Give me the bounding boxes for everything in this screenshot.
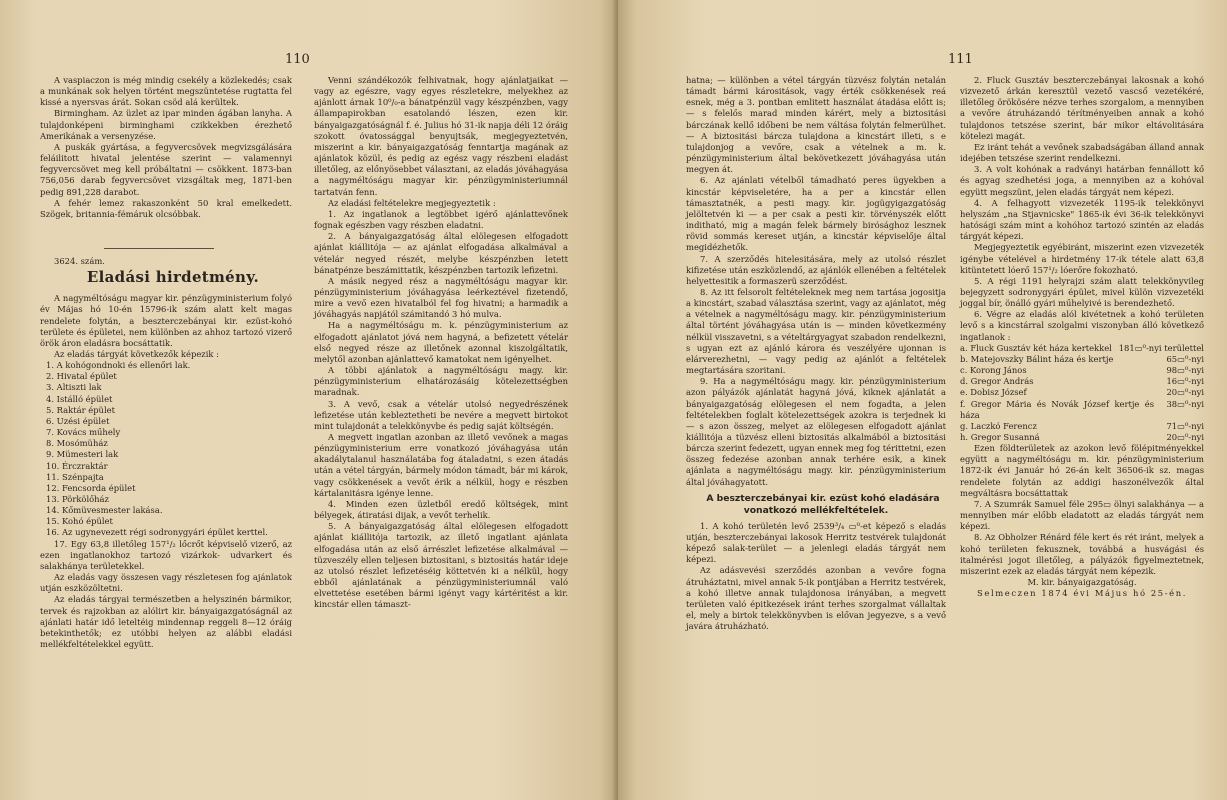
list-item-17: 17. Egy 63,8 illetőleg 157¹/₂ lőcrőt képviselő vizerő, az ezen ingatlanokhoz tartozó vizárkok- udvarkert és salakhánya területekkel. bbox=[40, 538, 292, 571]
paragraph: 2. A bányaigazgatóság által elölegesen elfogadott ajánlat kiállitója — az ajánlat elfogadása alkalmával a vételár negyed részét, melybe készpénzben letett bánatpénze beszámittatik, készpénzben tartozik lefizetni. bbox=[314, 231, 568, 275]
paragraph: Az adásvevési szerződés azonban a vevőre fogna átruháztatni, mivel annak 5-ik pontjában a Herritz testvérek, a kohó illetve annak tulajdonosa irányában, a megvett területen való épitkezések iránt terhes szorgalmat vállaltak el, mely a birtok telekkönyvben is elővan jegyezve, s a vevő javára átruházható. bbox=[686, 565, 946, 632]
left-column-1 bbox=[40, 75, 292, 650]
paragraph: Ha a nagyméltóságu m. k. pénzügyministerium az elfogadott ajánlatot jóvá nem hagyná, a befizetett vételár első negyed része az illetőnek azonnal kiszolgáltatik, melytől azonban ajánlattevő kamatokat nem igényelhet. bbox=[314, 320, 568, 364]
paragraph: A többi ajánlatok a nagyméltóságu magy. kir. pénzügyministerium elhatározásáig kötelezettségben maradnak. bbox=[314, 365, 568, 398]
subheading: A beszterczebányai kir. ezüst kohó eladására vonatkozó mellékfeltételek. bbox=[706, 492, 940, 516]
paragraph: 2. Fluck Gusztáv beszterczebányai lakosnak a kohó vizvezető árkán keresztül vezető vascső vezetékéré, illetőleg örökösére nézve terhes szorgalom, a mennyiben a vevőre átruházandó térítményeiben annak a kohó tulajdonos tetszése szerint, bár mikor eltávolitására kötelezi magát. bbox=[960, 75, 1204, 141]
paragraph: Megjegyeztetik egyébiránt, miszerint ezen vizvezeték igénybe vételével a hirdetmény 17-ik tétele alatt 63,8 kitüntetett lóerő 157¹/₂ lóerőre fokozható. bbox=[960, 242, 1204, 275]
paragraph: hatna; — különben a vétel tárgyán tüzvész folytán netalán támadt bármi kárositások, vagy érték csökkenések reá esnek, még a 3. pontban emlitett használat átadása előtt is; — s felelős marad minden kárért, mely a biztositási bárczának kellő időbeni be nem váltása folytán felmerülhet. — A biztositási bárcza tulajdona a kincstárt illeti, s e tulajdonjog a vevőre, csak a vételnek a m. k. pénzügyministerium által bekövetkezett jóváhagyása után megyen át. bbox=[686, 75, 946, 175]
paragraph: A fehér lemez rakaszonként 50 kral emelkedett. Szögek, britannia-fémáruk olcsóbbak. bbox=[40, 197, 292, 219]
paragraph: Az eladás tárgyai természetben a helyszinén bármikor, tervek és rajzokban az alólirt kir. bányaigazgatóságnál az ajánlati határ idő leteltéig mindennap reggeli 8—12 óráig betekinthetők; ez utóbbi helyen az alábbi eladási mellékfeltételekkel együtt. bbox=[40, 594, 292, 650]
paragraph: 6. Az ajánlati vételből támadható peres ügyekben a kincstár képviseletére, ha a per a kincstár ellen támasztatnék, a pesti magy. kir. jogügyigazgatóság jelöltetvén ki — a per csak a pesti kir. törvényszék előtt inditható, mig a magán felek bármely birósághoz lesznek rövid sommás kereset utján, a kincstár képviselője által megidézhetők. bbox=[686, 175, 946, 253]
list-item: 16. Az ugynevezett régi sodronygyári épület kerttel. bbox=[46, 527, 268, 538]
paragraph: 1. A kohó területén levő 2539³/₄ ▭⁰-et képező s eladás utján, beszterczebányai lakosok Herritz testvérek tulajdonát képező salak-terület — a jelenlegi eladás tárgyát nem képezi. bbox=[686, 520, 946, 565]
signature: M. kir. bányaigazgatóság. bbox=[1027, 577, 1137, 588]
owner-value: 65▭⁰-nyi bbox=[1166, 353, 1204, 364]
page-number-right: 111 bbox=[948, 52, 973, 67]
page-number-left: 110 bbox=[285, 52, 310, 67]
owner-label: c. Korong János bbox=[960, 365, 1027, 376]
owner-row bbox=[960, 399, 1204, 421]
owner-value: 71▭⁰-nyi bbox=[1166, 420, 1204, 431]
list-item: 14. Kőmüvesmester lakása. bbox=[46, 505, 163, 516]
owner-label: d. Gregor András bbox=[960, 376, 1034, 387]
paragraph: 8. Az Obholzer Rénárd féle kert és rét iránt, melyek a kohó területen fekusznek, továbbá a husvágási és italmérési jogot illetőleg, a pályázók figyelmeztetnek, miszerint ezek az eladás tárgyát nem képezik. bbox=[960, 532, 1204, 576]
paragraph: 5. A bányaigazgatóság által elölegesen elfogadott ajánlat kiállitója tartozik, az illető ingatlant ajánlata elfogadása után az első árrészlet lefizetése alkalmával — tüzveszély ellen teljesen biztositani, s biztositás határ ideje az utolsó részlet lefizetéséig köttetvén ki a nélkül, hogy ebből ajánlatának a pénzügyministeriumnál való elvettetése esetében bármi igényt vagy kártéritést a kir. kincstár ellen támaszt- bbox=[314, 521, 568, 610]
owner-value: 20▭⁰-nyi bbox=[1166, 387, 1204, 398]
owner-row bbox=[960, 387, 1204, 398]
list-item: 11. Szénpajta bbox=[46, 471, 104, 482]
owner-label: h. Gregor Susanná bbox=[960, 432, 1040, 442]
owner-label: b. Matejovszky Bálint háza és kertje bbox=[960, 353, 1114, 364]
list-item: 3. Altiszti lak bbox=[46, 382, 102, 393]
owner-row bbox=[960, 432, 1204, 443]
paragraph: 1. Az ingatlanok a legtöbbet igérő ajánlattevőnek fognak egészben vagy részben eladatni. bbox=[314, 208, 568, 231]
owner-value: 16▭⁰-nyi bbox=[1166, 376, 1204, 387]
paragraph: 4. A felhagyott vizvezeték 1195-ik telekkönyvi helyszám „na Stjavnicske" 1865-ik évi 36-ik telekkönyvi hatósági szám mint a kohóhoz tartozó szintén az eladás tárgyát képezi. bbox=[960, 197, 1204, 242]
list-item: 13. Pörkölőház bbox=[46, 494, 109, 504]
paragraph: 7. A szerződés hitelesitására, mely az utolsó részlet kifizetése után eszközlendő, az ajánlók ellenében a feltételek helyettesitik a formaszerü szerződést. bbox=[686, 253, 946, 286]
paragraph: A megvett ingatlan azonban az illető vevőnek a magas pénzügyministerium erre vonatkozó jóváhagyása után akadálytalanul használatába fog átaladatni, s ezen átadás után a vétel tárgyán, bármely módon támadt, bár mi károk, vagy csökkenések a vevőt érik a nélkül, hogy e részben kártalanitásra igénye lenne. bbox=[314, 432, 568, 498]
owner-label: e. Dobisz József bbox=[960, 387, 1027, 398]
list-item: 1. A kohógondnoki és ellenőri lak. bbox=[46, 360, 191, 371]
list-item: 7. Kovács műhely bbox=[46, 427, 121, 438]
paragraph: Ez iránt tehát a vevőnek szabadságában álland annak idejében tetszése szerint rendelkezni. bbox=[960, 141, 1204, 164]
owner-label: f. Gregor Mária és Novák József kertje és háza bbox=[960, 398, 1154, 420]
paragraph: Az eladás vagy összesen vagy részletesen fog ajánlatok utján eszközöltetni. bbox=[40, 572, 292, 594]
list-intro: Az eladás tárgyát következők képezik : bbox=[54, 348, 219, 359]
owner-row bbox=[960, 343, 1204, 354]
notice-intro: A nagyméltóságu magyar kir. pénzügyministerium folyó év Májas hó 10-én 15796-ik szám alatt kelt magas rendelete folytán, a beszterczebányai kir. ezüst-kohó területe és épületei, nem különben az ahhoz tartozó vizerő örök áron eladásra bocsáttatik. bbox=[40, 293, 292, 348]
owner-row bbox=[960, 354, 1204, 365]
list-item: 9. Mümesteri lak bbox=[46, 449, 119, 460]
owner-label: g. Laczkó Ferencz bbox=[960, 420, 1037, 431]
paragraph: 8. Az itt felsorolt feltételeknek meg nem tartása jogositja a kincstárt, szabad választása szerint, vagy az ajánlatot, még a vételnek a nagyméltóságu magy. kir. pénzügyministerium által történt jóváhagyása után is — minden következmény nélkül visszavetni, s a vételtárgyagyat szabadon rendelkezni, s ugyan ezt az ajánló károra és veszélyére ujonnan is elárverezhetni, — vagy pedig az ajánlót a feltételek megtartására szoritani. bbox=[686, 286, 946, 376]
place-date: Selmeczen 1874 évi Május hó 25-én. bbox=[977, 588, 1187, 599]
paragraph: A puskák gyártása, a fegyvercsövek megvizsgálására feláilitott hivatal jelentése szerint — valamennyi fegyvercsövet meg kell próbáltatni — csökkent. 1873-ban 756,056 darab fegyvercsövet vizsgáltak meg, 1871-ben pedig 891,228 darabot. bbox=[40, 141, 292, 197]
paragraph: Birmingham. Az üzlet az ipar minden ágában lanyha. A tulajdonképeni birminghami czikkekben érezhető Amerikának a versenyzése. bbox=[40, 108, 292, 141]
right-column-2 bbox=[960, 75, 1204, 599]
list-item: 10. Érczraktár bbox=[46, 460, 108, 471]
list-item: 15. Kohó épület bbox=[46, 516, 113, 527]
notice-number: 3624. szám. bbox=[54, 256, 105, 267]
section-divider bbox=[104, 248, 214, 249]
paragraph: A vaspiaczon is még mindig csekély a közlekedés; csak a munkának sok helyen történt megszüntetése rugtatta fel kissé a nyersvas árát. Sokan csöd alá kerültek. bbox=[40, 75, 292, 108]
paragraph: Venni szándékozók felhivatnak, hogy ajánlatjaikat — vagy az egészre, vagy egyes részletekre, melyekhez az ajánlott árnak 10⁰/₀-a bánatpénzül vagy készpénzben, vagy állampapirokban esatolandó lészen, ezen kir. bányaigazgatóságnál f. é. Julius hó 31-ik napja déli 12 óráig szokott óvatossággal benyujtsák, megjegyeztetvén, miszerint a kir. bányaigazgatóság fenntartja magának az ajánlatok közül, és pedig az egész vagy részbeni eladást illetőleg, az előnyösebbet választani, az eladás jóváhagyása a nagyméltóságu magyar kir. pénzügyministeriumnál tartatván fenn. bbox=[314, 75, 568, 197]
list-item: 8. Mosómüház bbox=[46, 438, 108, 449]
paragraph: Az eladási feltételekre megjegyeztetik : bbox=[328, 197, 496, 208]
list-item: 5. Raktár épület bbox=[46, 404, 115, 415]
notice-title: Eladási hirdetmény. bbox=[86, 268, 260, 287]
owner-row bbox=[960, 365, 1204, 376]
paragraph: 9. Ha a nagyméltóságu magy. kir. pénzügyministerium azon pályázók ajánlatát hagyná jóvá, kiknek ajánlatát a bányaigazgatóság elölegesen el nem fogadta, a jelen feltételekben foglalt kötelezettségek azokra is terjednek ki — s azon összeg, melyet az elölegesen elfogadott ajánlat kiállitója a tüzvész elleni biztositás alkalmából a biztositási bárcza szerint fedezett, ugyan ennek meg fog térittetni, ezen összeg fedezése azonban annak terhére esik, a kinek ajánlata a nagyméltóságu magy. kir. pénzügyministerium által jóváhagyatott. bbox=[686, 376, 946, 487]
owner-value: 98▭⁰-nyi bbox=[1166, 365, 1204, 376]
owner-value: 181▭⁰-nyi területtel bbox=[1118, 342, 1204, 353]
list-item: 12. Fencsorda épület bbox=[46, 482, 136, 493]
right-column-1 bbox=[686, 75, 946, 632]
list-item: 4. Istálló épület bbox=[46, 393, 113, 404]
paragraph: A másik negyed rész a nagyméltóságu magyar kir. pénzügyministerium jóváhagyása leérkeztével fizetendő, mire a vevő ezen hivatalból fel fog hivatni; a harmadik a jóváhagyás napjától számitandó 3 hó mulva. bbox=[314, 275, 568, 320]
paragraph: 7. A Szumrák Samuel féle 295▭ ölnyi salakhánya — a mennyiben már előbb eladatott az eladás tárgyát nem képezi. bbox=[960, 498, 1204, 532]
paragraph: 3. A volt kohónak a radványi határban fennállott kő és agyag szedhetési joga, a mennyiben az a kohóval együtt megszünt, jelen eladás tárgyát nem képezi. bbox=[960, 164, 1204, 197]
paragraph: 3. A vevő, csak a vételár utolsó negyedrészének lefizetése után kebleztetheti be nevére a megvett birtokot mint tulajdonát a telekkönyvbe és pedig saját költségén. bbox=[314, 398, 568, 431]
owner-row bbox=[960, 376, 1204, 387]
paragraph: 4. Minden ezen üzletből eredő költségek, mint bélyegek, átiratási dijak, a vevőt terhelik. bbox=[314, 498, 568, 521]
left-column-2 bbox=[314, 75, 568, 611]
list-item: 2. Hivatal épület bbox=[46, 371, 117, 382]
paragraph: Ezen földterületek az azokon levő fölépitményekkel együtt a nagyméltóságu m. kir. pénzügyministerium 1872-ik évi Január hó 26-án kelt 36506-ik sz. magas rendelete folytán az addigi haszonélvezők által megváltásra bocsáttattak bbox=[960, 443, 1204, 498]
owner-row bbox=[960, 421, 1204, 432]
owner-label: a. Fluck Gusztáv két háza kertekkel bbox=[960, 342, 1112, 353]
owner-value: 38▭⁰-nyi bbox=[1166, 398, 1204, 409]
paragraph: 6. Végre az eladás alól kivétetnek a kohó területen levő s a kincstárral szolgalmi viszonyban álló következő ingatlanok : bbox=[960, 309, 1204, 342]
paragraph: 5. A régi 1191 helyrajzi szám alatt telekkönyvileg bejegyzett sodronygyári épület, mivel külön vizvezetéki joggal bír, önálló gyári műhelyivé is berendezhető. bbox=[960, 275, 1204, 309]
list-item: 6. Uzési épület bbox=[46, 415, 110, 426]
owner-value: 20▭⁰-nyi bbox=[1166, 432, 1204, 442]
